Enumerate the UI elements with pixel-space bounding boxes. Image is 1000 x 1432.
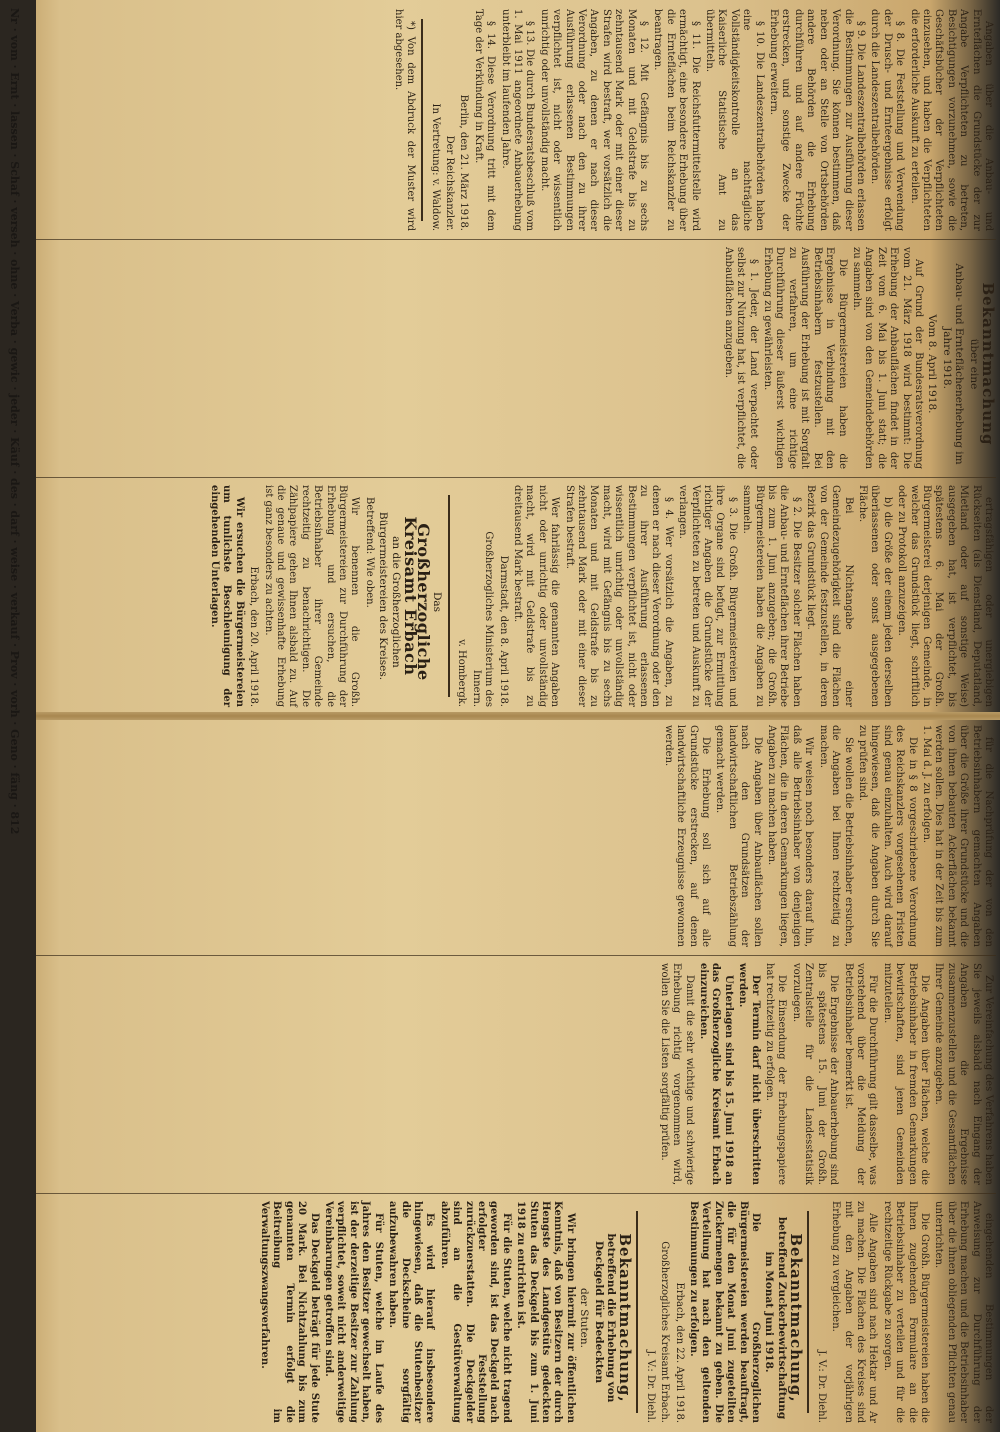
column-top-1 (0, 4, 1000, 236)
column-rule (4, 477, 996, 478)
notice-betreff: Betreffend: Wie oben. (363, 497, 375, 608)
signature-title: Großherzogliches Ministerium des Innern. (470, 531, 495, 707)
paragraph: Die Großh. Bürgermeistereien haben die Ihnen zugehenden Formulare an die Betriebsinhaber zu verteilen und für die rechtzeitige Rückgabe zu sorgen. (881, 1201, 930, 1423)
paragraph: Die Angaben über Flächen, welche die Betriebsinhaber in fremden Gemarkungen bewirtschaften, sind jenen Gemeinden mitzuteilen. (881, 963, 930, 1185)
paragraph: Die Erhebung soll sich auf alle Grundstücke erstrecken, auf denen landwirtschaftliche Erzeugnisse gewonnen werden. (662, 725, 712, 947)
adjacent-page-edge (0, 0, 36, 1432)
paragraph: Die Einsendung der Erhebungspapiere hat rechtzeitig zu erfolgen. (764, 963, 788, 1185)
notice-subtitle: Anbau- und Ernteflächenerhebung im Jahre 1918. (940, 263, 966, 465)
signature-name: v. Hombergk. (456, 639, 468, 707)
edge-fragment: jeder (8, 394, 21, 426)
paragraph: § 10. Die Landeszentralbehörden haben eine nachträgliche Vollständigkeitskontrolle an das Kaiserliche Statistische Amt zu übermitteln. (704, 9, 765, 231)
deadline-notice: Unterlagen sind bis 15. Juni 1918 an das Großherzogliche Kreisamt Erbach einzureichen. (698, 963, 734, 1185)
paragraph: § 1. Jeder, der Land verpachtet oder selbst zur Nutzung hat, ist verpflichtet, die Anbauflächen anzugeben. (722, 247, 759, 469)
paragraph: Alle Angaben sind nach Hektar und Ar zu machen. Die Flächen des Kreises sind mit den Angaben der vorjährigen Erhebung zu vergleichen. (830, 1201, 879, 1423)
column-top-2 (0, 242, 1000, 474)
edge-fragments: Nr · vom · Ernt · lassen · Schaf · verseh · ohne · Verba · gewic · jeder · Käuf · des · darf · weise · verkauf · Prov · vorh · Geno · fäng · 812 (8, 8, 21, 835)
notice-date: Erbach, den 20. April 1918. (248, 566, 260, 707)
edge-fragment: Schaf (8, 161, 21, 196)
divider (448, 495, 450, 697)
notice-subtitle: betreffend Zuckerbewirtschaftung im Monat Juni 1918. (763, 1216, 788, 1420)
signature-title: Großherzogliches Kreisamt Erbach. (659, 1241, 671, 1423)
edge-fragment: darf (8, 510, 21, 536)
paragraph: Es wird hierauf insbesondere hingewiesen, daß die Stutenbesitzer die Deckscheine sorgfältig aufzubewahren haben. (387, 1201, 436, 1423)
deadline-notice: Der Termin darf nicht überschritten werden. (737, 963, 761, 1185)
column-rule (4, 239, 996, 240)
paragraph: § 13. Die durch Bundesratsbeschluß vom 1. Mai 1911 angeordnete Anbauerhebung unterbleibt im laufenden Jahre. (499, 9, 536, 231)
paragraph: Angaben über die Anbau- und Ernteflächen die Grundstücke der zur Angabe Verpflichteten zu betreten, Besichtigungen vorzunehmen, sowie die Geschäftsbücher der Verpflichteten einzusehen, und haben die Verpflichteten die erforderliche Auskunft zu erteilen. (908, 9, 994, 231)
edge-fragment: Verba (8, 300, 21, 337)
paragraph: Zur Vereinfachung des Verfahrens haben Sie jeweils alsbald nach Eingang der Angaben die Ergebnisse zusammenzustellen und die Gesamtflächen Ihrer Gemeinde anzugeben. (933, 963, 994, 1185)
paragraph: § 2. Die Besitzer solcher Flächen haben die Anbau- und Ernteflächen ihrer Betriebe bis zum 1. Juni anzugeben; die Großh. Bürgermeistereien haben die Angaben zu sammeln. (741, 485, 802, 707)
notice-heading: Das (430, 591, 443, 613)
bottom-half (0, 716, 1000, 1432)
paragraph: Die Großherzoglichen Bürgermeistereien werden beauftragt, die für den Monat Juni zugeteilten Zuckermengen bekannt zu geben. Die Verteilung hat nach den geltenden Bestimmungen zu erfolgen. (688, 1201, 762, 1423)
paragraph: für die Nachprüfung der von den Betriebsinhabern gemachten Angaben über die Größe ihrer Grundstücke und die von ihnen bebauten Ackerflächen bekannt werden sollen. Dies hat in der Zeit bis zum 1. Mai d. J. zu erfolgen. (920, 725, 994, 947)
edge-fragment: vom (8, 35, 21, 61)
paragraph: Wer fahrlässig die genannten Angaben nicht oder unrichtig oder unvollständig macht, wird mit Geldstrafe bis zu dreitausend Mark bestraft. (511, 485, 561, 707)
footnote: *) Von dem Abdruck der Muster wird hier abgesehen. (392, 9, 417, 231)
edge-fragment: gewic (8, 347, 21, 383)
paragraph: Die in § 8 vorgeschriebene Verordnung des Reichskanzlers vorgesehenen Fristen sind genau einzuhalten. Auch wird darauf hingewiesen, daß die Angaben durch Sie zu prüfen sind. (856, 725, 918, 947)
column-bottom-1 (0, 720, 1000, 952)
paragraph: § 12. Mit Gefängnis bis zu sechs Monaten und mit Geldstrafe bis zu zehntausend Mark oder mit einer dieser Strafen wird bestraft, wer vorsätzlich die Angaben, zu denen er nach dieser Verordnung oder nach den zu ihrer Ausführung erlassenen Bestimmungen verpflichtet ist, nicht oder wissentlich unrichtig oder unvollständig macht. (538, 9, 650, 231)
edge-fragment: vorh (8, 690, 21, 718)
paragraph: ertragsfähigen oder unergiebigen Rückseiten (als Dienstland, Deputatland, Mietland oder auf sonstige Weise) ausgegeben hat, ist verpflichtet, bis spätestens 6. Mai der Großh. Bürgermeisterei derjenigen Gemeinde, in welcher das Grundstück liegt, schriftlich oder zu Protokoll anzuzeigen. (896, 485, 994, 707)
notice-headline: Großherzogliche Kreisamt Erbach (401, 516, 433, 681)
notice-subtitle: betreffend die Erhebung von Deckgeld für Bedeckten (592, 1233, 618, 1403)
edge-fragment: lassen (8, 111, 21, 150)
signature-name: In Vertretung: v. Waldow. (429, 103, 441, 231)
edge-fragment: weise (8, 547, 21, 582)
signature-title: Der Reichskanzler. (443, 135, 455, 231)
edge-fragment: Nr (8, 8, 21, 24)
notice-heading: Bekanntmachung (979, 282, 997, 446)
paragraph: Für die Durchführung gilt dasselbe, was vorstehend über die Meldung der Betriebsinhaber bemerkt ist. (842, 963, 879, 1185)
paragraph: § 4. Wer vorsätzlich die Angaben, zu denen er nach dieser Verordnung oder den zu ihrer Ausführung erlassenen Bestimmungen verpflichtet ist, nicht oder wissentlich unrichtig oder unvollständig macht, wird mit Gefängnis bis zu sechs Monaten und mit Geldstrafe bis zu zehntausend Mark oder mit einer dieser Strafen bestraft. (563, 485, 674, 707)
paragraph: Die Ergebnisse der Anbauerhebung sind bis spätestens 15. Juni der Großh. Zentralstelle für die Landesstatistik vorzulegen. (790, 963, 840, 1185)
edge-fragment: Prov (8, 650, 21, 679)
paragraph: § 3. Die Großh. Bürgermeistereien und ihre Organe sind befugt, zur Ermittlung richtiger Angaben die Grundstücke der Verpflichteten zu betreten und Auskunft zu verlangen. (677, 485, 738, 707)
column-top-3 (0, 480, 1000, 712)
notice-closing: Wir ersuchen die Bürgermeistereien um tunlichste Beschleunigung der eingehenden Unterlagen. (209, 485, 245, 707)
paragraph: Das Deckgeld beträgt für jede Stute 20 Mark. Bei Nichtzahlung bis zum genannten Termin erfolgt die Beitreibung im Verwaltungszwangsverfahren. (259, 1201, 320, 1423)
column-bottom-3 (0, 1196, 1000, 1428)
divider (807, 1211, 809, 1413)
signature-name: J. V.: Dr. Diehl. (815, 1350, 827, 1423)
notice-address: an die Großherzoglichen Bürgermeistereien des Kreises. (377, 511, 402, 681)
edge-fragment: Käuf (8, 437, 21, 467)
paragraph: eingehenden Bestimmungen der Anweisung zur Durchführung der Erhebung machen und die Betriebsinhaber über die ihnen obliegenden Pflichten genau unterrichten. (933, 1201, 994, 1423)
notice-heading: Bekanntmachung, (616, 1233, 635, 1403)
column-rule (4, 1193, 996, 1194)
paragraph: § 14. Diese Verordnung tritt mit dem Tage der Verkündung in Kraft. (472, 9, 497, 231)
edge-fragment: ohne (8, 259, 21, 290)
paragraph: Sie wollen die Betriebsinhaber ersuchen, die Angaben bei Ihnen rechtzeitig zu machen. (817, 725, 854, 947)
place-date: Berlin, den 21. März 1918. (458, 94, 470, 231)
signature-name: J. V.: Dr. Diehl. (644, 1350, 656, 1423)
paragraph: Die Bürgermeistereien haben die Ergebnisse in Verbindung mit den Betriebsinhabern festzustellen. Bei Ausführung der Erhebung ist mit Sorgfalt zu verfahren, um eine richtige Durchführung dieser äußerst wichtigen Erhebung zu gewährleisten. (762, 247, 848, 469)
paragraph: Wir weisen noch besonders darauf hin, daß alle Betriebsinhaber von denjenigen Flächen, die in deren Gemarkungen liegen, Angaben zu machen haben. (766, 725, 815, 947)
paragraph: Für die Stuten, welche nicht tragend geworden sind, ist das Deckgeld nach erfolgter Feststellung zurückzuerstatten. Die Deckgelder sind an die Gestütverwaltung abzuführen. (438, 1201, 512, 1423)
paragraph: § 8. Die Feststellung und Verwendung der Drusch- und Ernteergebnisse erfolgt durch die Landeszentralbehörden. (869, 9, 906, 231)
paragraph: Damit die sehr wichtige und schwierige Erhebung richtig vorgenommen wird, wollen Sie die Listen sorgfältig prüfen. (658, 963, 695, 1185)
paragraph: Wir bringen hiermit zur öffentlichen Kenntnis, daß von Besitzern der durch Hengste des Landgestüts gedeckten Stuten das Deckgeld bis zum 1. Juni 1918 zu entrichten ist. (515, 1201, 576, 1423)
paragraph: Auf Grund der Bundesratsverordnung vom 21. März 1918 wird bestimmt: Die Erhebung der Anbauflächen findet in der Zeit vom 6. Mai bis 1. Juni statt; die Angaben sind von den Gemeindebehörden zu sammeln. (850, 247, 924, 469)
edge-fragment: 812 (8, 811, 21, 835)
notice-date: Vom 8. April 1918. (926, 314, 939, 414)
divider (636, 1211, 638, 1413)
notice-date: Erbach, den 22. April 1918. (673, 1282, 685, 1423)
notice-subtitle: der Stuten. (578, 1287, 591, 1348)
paragraph: Für Stuten, welche im Laufe des Jahres den Besitzer gewechselt haben, ist der derzeitige Besitzer zur Zahlung verpflichtet, soweit nicht anderweitige Vereinbarungen getroffen sind. (323, 1201, 384, 1423)
notice-subtitle: über eine (967, 338, 980, 390)
column-rule (4, 955, 996, 956)
paragraph: b) die Größe der einem jeden derselben überlassenen oder sonst ausgegebenen Fläche. (856, 485, 893, 707)
edge-fragment: verkauf (8, 592, 21, 640)
column-bottom-2 (0, 958, 1000, 1190)
notice-heading: Bekanntmachung, (787, 1233, 806, 1403)
edge-fragment: verseh (8, 207, 21, 248)
edge-fragment: Ernt (8, 72, 21, 100)
place-date: Darmstadt, den 8. April 1918. (497, 555, 509, 707)
paragraph: § 9. Die Landeszentralbehörden erlassen die Bestimmungen zur Ausführung dieser Verordnung. Sie können bestimmen, daß neben oder an Stelle von Ortsbehörden andere Behörden die Erhebung durchführen und auf andere Früchte erstrecken, und sonstige Zwecke der Erhebung erweitern. (768, 9, 866, 231)
edge-fragment: fäng (8, 772, 21, 800)
divider (421, 19, 423, 221)
paragraph: Die Angaben über Anbauflächen sollen nach den Grundsätzen der landwirtschaftlichen Betriebszählung gemacht werden. (714, 725, 763, 947)
paragraph: Wir benennen die Großh. Bürgermeistereien zur Durchführung der Erhebung und ersuchen, die Betriebsinhaber ihrer Gemeinde rechtzeitig zu benachrichtigen. Die Zählpapiere gehen Ihnen alsbald zu. Auf die genaue und gewissenhafte Erhebung ist ganz besonders zu achten. (262, 485, 361, 707)
paragraph: Bei Nichtangabe einer Gemeindezugehörigkeit sind die Flächen von der Gemeinde festzustellen, in deren Bezirk das Grundstück liegt. (805, 485, 854, 707)
edge-fragment: Geno (8, 729, 21, 761)
paragraph: § 11. Die Reichsfuttermittelstelle wird ermächtigt, eine besondere Erhebung über die Ernteflächen beim Reichskanzler zu beantragen. (652, 9, 701, 231)
edge-fragment: des (8, 478, 21, 499)
